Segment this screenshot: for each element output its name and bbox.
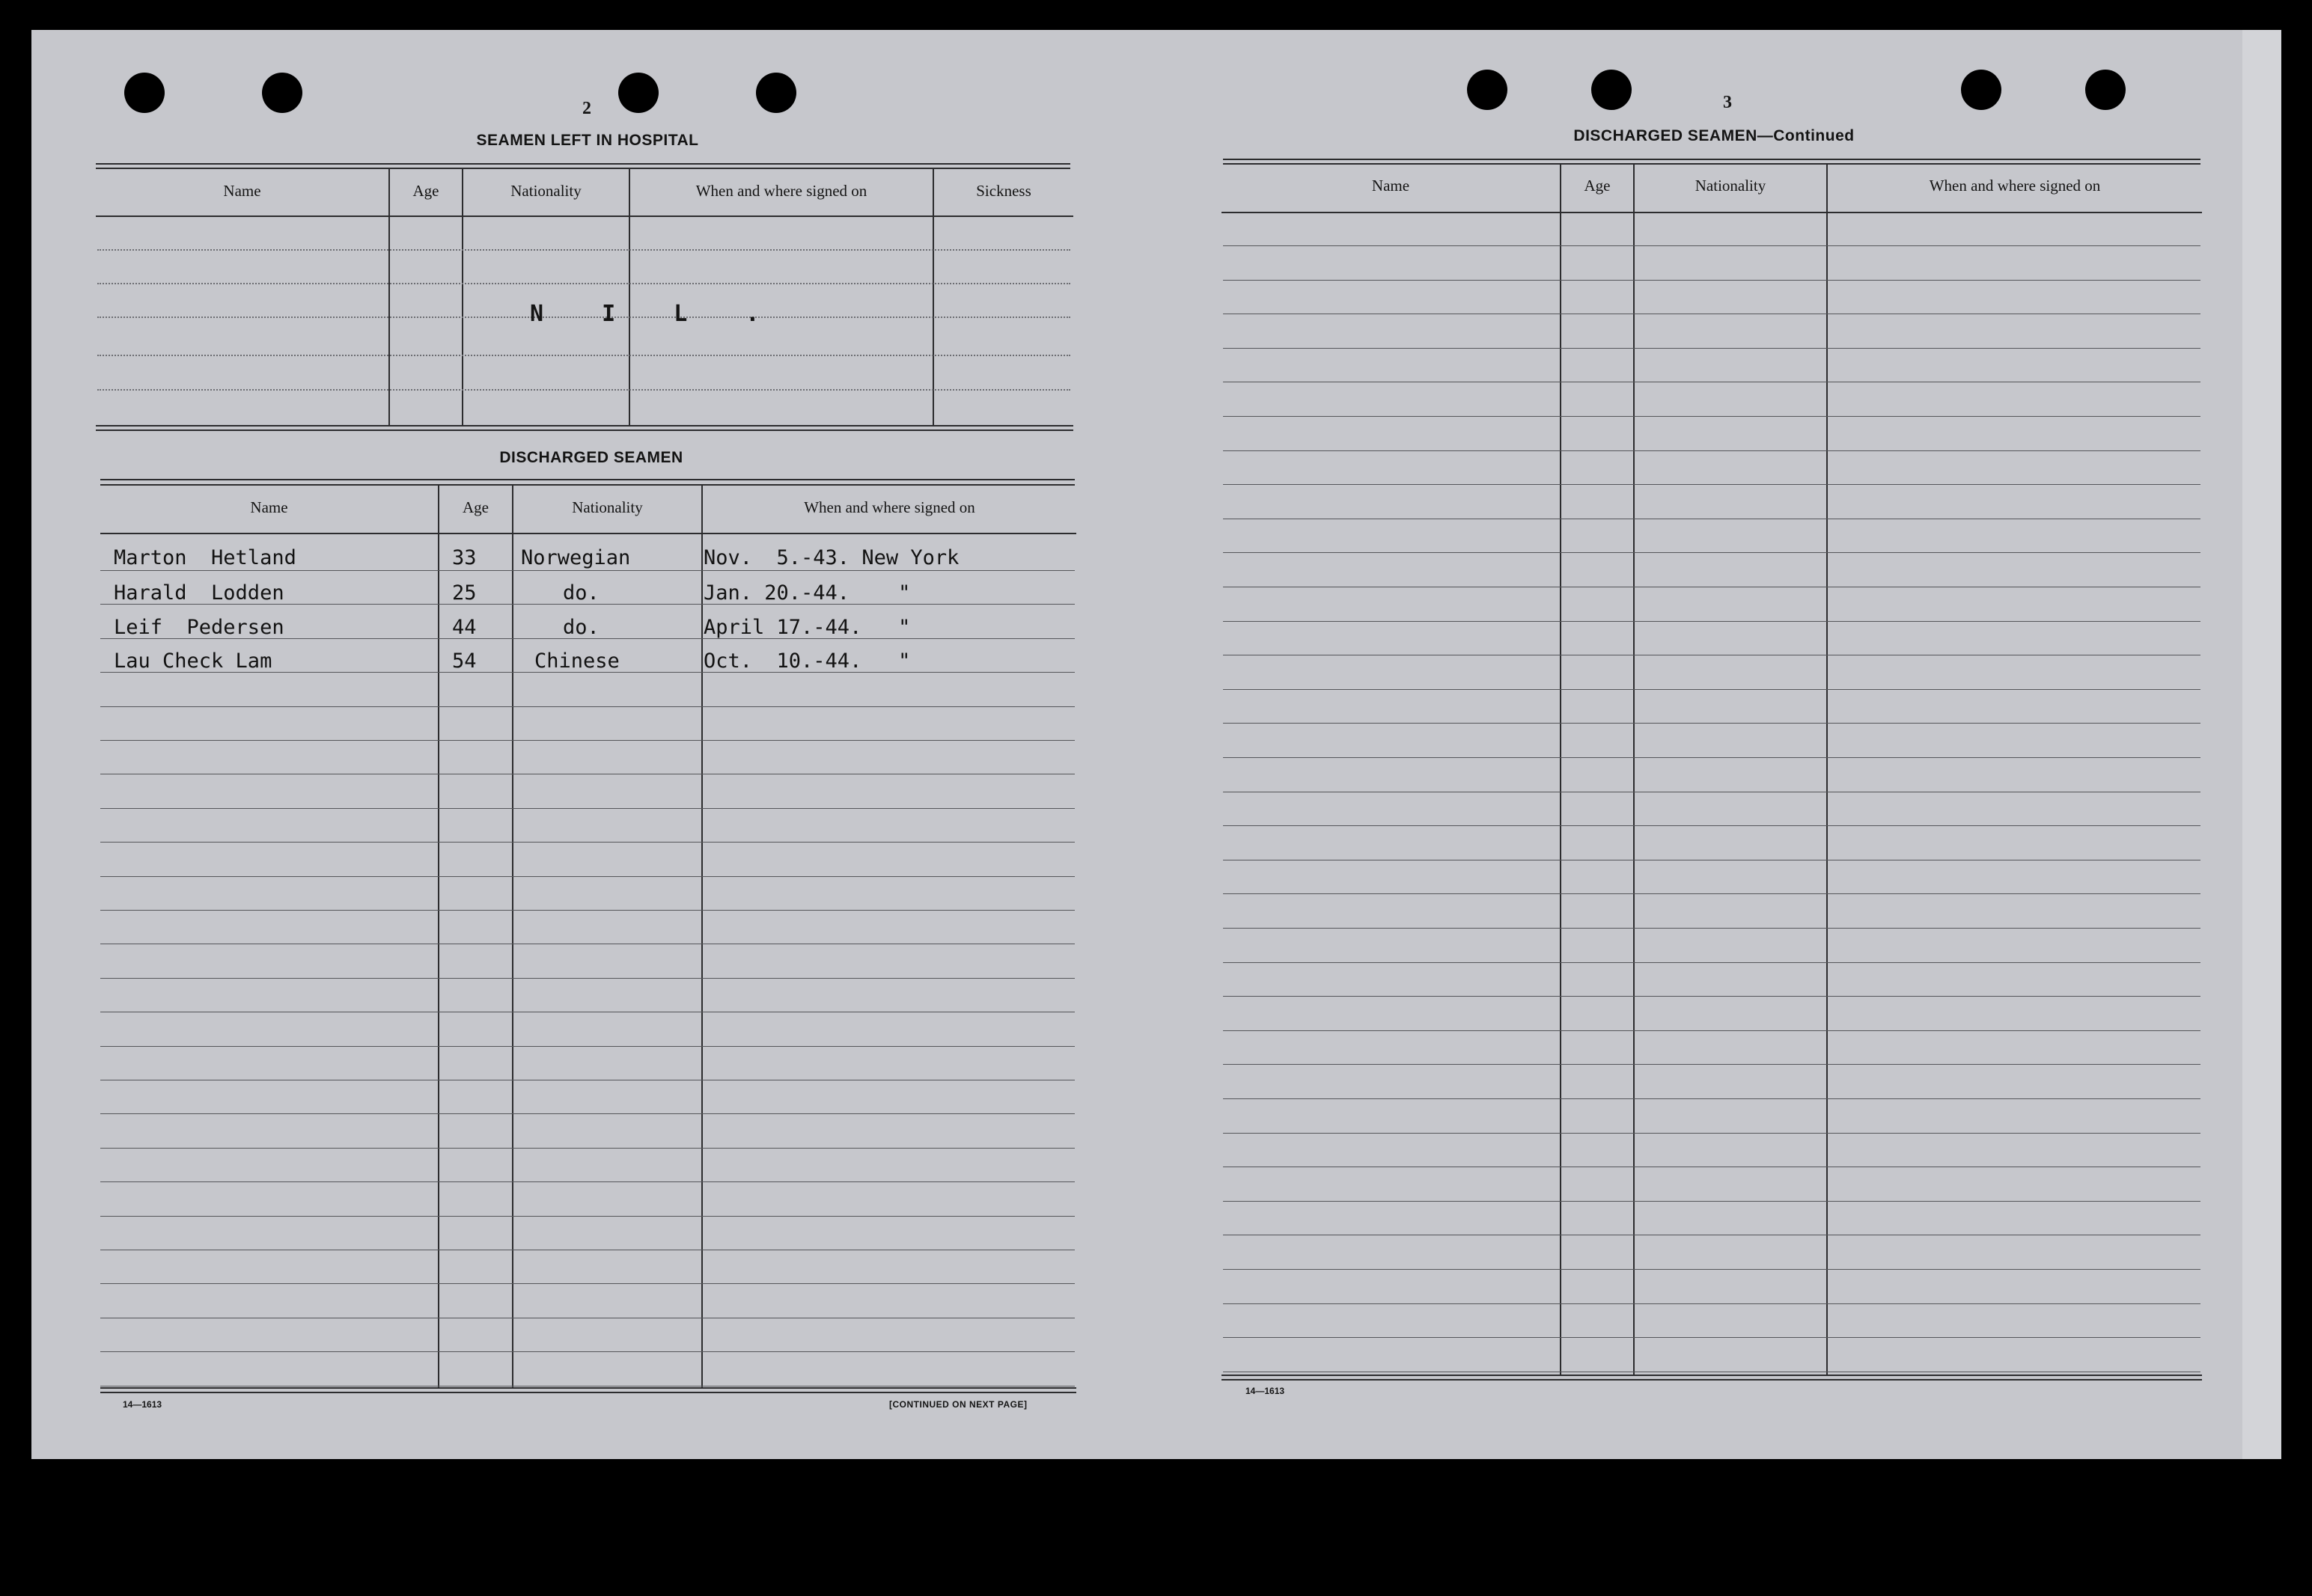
discharged-section-title: DISCHARGED SEAMEN [499, 449, 683, 466]
ruled-line [100, 1216, 1075, 1217]
ruled-line [1223, 416, 2200, 417]
punch-hole [124, 73, 165, 113]
ruled-line [100, 808, 1075, 809]
discharged-col-nationality: Nationality [572, 498, 643, 516]
seaman-age: 54 [452, 649, 477, 673]
ruled-line [100, 910, 1075, 911]
punch-hole [756, 73, 796, 113]
seaman-nationality: Chinese [534, 649, 620, 673]
seaman-name: Harald Lodden [114, 581, 284, 605]
document-sheet [31, 30, 2281, 1459]
ruled-line [100, 1351, 1075, 1352]
ruled-line [1223, 348, 2200, 349]
page-number: 3 [1723, 93, 1732, 112]
discharged-continued-title: DISCHARGED SEAMEN—Continued [1573, 127, 1855, 144]
ruled-line [100, 978, 1075, 979]
seaman-signed-on: Jan. 20.-44. " [704, 581, 911, 605]
ruled-line [1223, 1030, 2200, 1031]
ruled-line [1223, 1201, 2200, 1202]
seaman-nationality: Norwegian [521, 546, 631, 569]
ruled-line [1223, 552, 2200, 553]
seaman-age: 25 [452, 581, 477, 605]
seaman-nationality: do. [563, 581, 600, 605]
ruled-line [1223, 280, 2200, 281]
seaman-age: 33 [452, 546, 477, 569]
discharged-col-signed-on: When and where signed on [804, 498, 975, 516]
seaman-age: 44 [452, 616, 477, 639]
ruled-line [100, 1046, 1075, 1047]
hospital-col-nationality: Nationality [510, 182, 582, 200]
ruled-line [1223, 928, 2200, 929]
ruled-line [100, 1148, 1075, 1149]
discharged-col-age: Age [463, 498, 489, 516]
continued-note: [CONTINUED ON NEXT PAGE] [889, 1399, 1028, 1410]
ruled-line [1223, 1337, 2200, 1338]
continued-col-signed-on: When and where signed on [1929, 177, 2101, 195]
punch-hole [618, 73, 659, 113]
ruled-line [100, 740, 1075, 741]
ruled-line [1223, 245, 2200, 246]
seaman-name: Leif Pedersen [114, 616, 284, 639]
ruled-line [100, 706, 1075, 707]
punch-hole [1961, 70, 2001, 110]
punch-hole [1591, 70, 1632, 110]
continued-col-nationality: Nationality [1695, 177, 1766, 195]
ruled-line [1223, 825, 2200, 826]
seaman-nationality: do. [563, 616, 600, 639]
seaman-name: Lau Check Lam [114, 649, 272, 673]
ruled-line [100, 842, 1075, 843]
seaman-signed-on: April 17.-44. " [704, 616, 911, 639]
ruled-line [100, 1181, 1075, 1182]
continued-col-age: Age [1584, 177, 1611, 195]
form-number: 14—1613 [123, 1399, 162, 1410]
ruled-line [1223, 757, 2200, 758]
punch-hole [2085, 70, 2126, 110]
ruled-line [1223, 689, 2200, 690]
ruled-line [1223, 1269, 2200, 1270]
ruled-line [1223, 723, 2200, 724]
seaman-name: Marton Hetland [114, 546, 296, 569]
ruled-line [100, 876, 1075, 877]
seaman-signed-on: Oct. 10.-44. " [704, 649, 911, 673]
hospital-nil-entry: N I L . [530, 301, 782, 327]
ruled-line [1223, 893, 2200, 894]
ruled-line [100, 570, 1075, 571]
ruled-line [100, 1283, 1075, 1284]
hospital-col-sickness: Sickness [976, 182, 1031, 200]
ruled-line [1223, 996, 2200, 997]
seaman-signed-on: Nov. 5.-43. New York [704, 546, 960, 569]
sheet-edge [2242, 30, 2281, 1459]
hospital-col-name: Name [223, 182, 261, 200]
continued-col-name: Name [1371, 177, 1410, 195]
ruled-line [1223, 621, 2200, 622]
discharged-col-name: Name [250, 498, 288, 516]
hospital-section-title: SEAMEN LEFT IN HOSPITAL [476, 132, 699, 149]
ruled-line [1223, 1133, 2200, 1134]
ruled-line [1223, 1064, 2200, 1065]
hospital-col-signed-on: When and where signed on [695, 182, 867, 200]
ruled-line [1223, 450, 2200, 451]
ruled-line [1223, 962, 2200, 963]
ruled-line [1223, 1303, 2200, 1304]
ruled-line [1223, 484, 2200, 485]
form-number: 14—1613 [1245, 1386, 1285, 1396]
page-number: 2 [582, 99, 591, 118]
punch-hole [1467, 70, 1507, 110]
ruled-line [100, 1113, 1075, 1114]
punch-hole [262, 73, 302, 113]
hospital-col-age: Age [412, 182, 439, 200]
ruled-line [1223, 1098, 2200, 1099]
